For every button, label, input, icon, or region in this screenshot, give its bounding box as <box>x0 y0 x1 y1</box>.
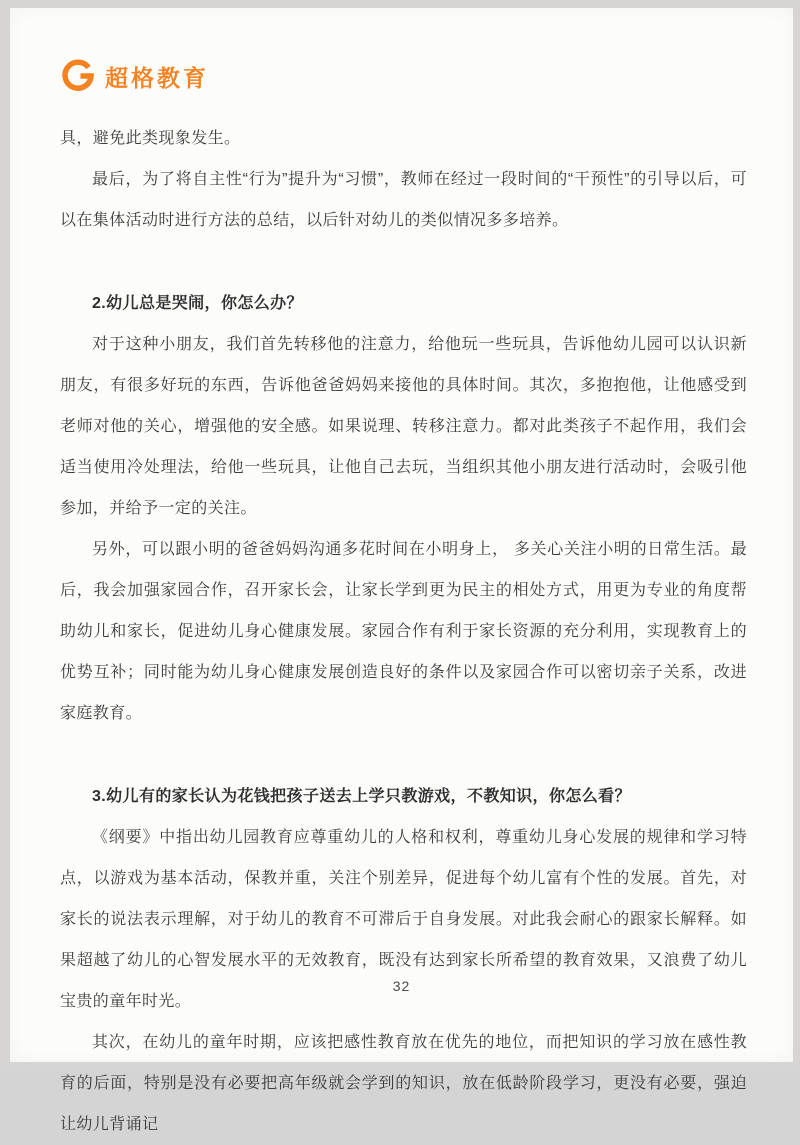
chaoge-g-logo-icon <box>60 58 96 94</box>
brand-logo <box>60 56 747 96</box>
brand-logo-text: 超格教育 <box>105 64 209 91</box>
paragraph-continuation: 具，避免此类现象发生。 <box>60 130 241 147</box>
question-heading-3: 3.幼儿有的家长认为花钱把孩子送去上学只教游戏，不教知识，你怎么看？ <box>92 788 631 805</box>
document-page <box>10 8 793 1133</box>
paragraph: 其次，在幼儿的童年时期，应该把感性教育放在优先的地位，而把知识的学习放在感性教育的后面，特别是没有必要把高年级就会学到的知识，放在低龄阶段学习，更没有必要，强迫让幼儿背诵记 <box>60 1034 747 1133</box>
question-heading-2: 2.幼儿总是哭闹，你怎么办？ <box>92 295 303 312</box>
paragraph: 另外，可以跟小明的爸爸妈妈沟通多花时间在小明身上， 多关心关注小明的日常生活。最后，我会加强家园合作，召开家长会，让家长学到更为民主的相处方式，用更为专业的角度帮助幼儿和家长，促进幼儿身心健康发展。家园合作有利于家长资源的充分利用，实现教育上的优势互补；同时能为幼儿身心健康发展创造良好的条件以及家园合作可以密切亲子关系，改进家庭教育。 <box>60 541 747 722</box>
paragraph: 对于这种小朋友，我们首先转移他的注意力，给他玩一些玩具，告诉他幼儿园可以认识新朋友，有很多好玩的东西，告诉他爸爸妈妈来接他的具体时间。其次，多抱抱他，让他感受到老师对他的关心，增强他的安全感。如果说理、转移注意力。都对此类孩子不起作用，我们会适当使用冷处理法，给他一些玩具，让他自己去玩，当组织其他小朋友进行活动时，会吸引他参加，并给予一定的关注。 <box>60 336 747 517</box>
page-number: 32 <box>392 978 411 994</box>
paragraph: 《纲要》中指出幼儿园教育应尊重幼儿的人格和权利，尊重幼儿身心发展的规律和学习特点，以游戏为基本活动，保教并重，关注个别差异，促进每个幼儿富有个性的发展。首先，对家长的说法表示理解，对于幼儿的教育不可滞后于自身发展。对此我会耐心的跟家长解释。如果超越了幼儿的心智发展水平的无效教育，既没有达到家长所希望的教育效果，又浪费了幼儿宝贵的童年时光。 <box>60 829 747 1010</box>
paragraph: 最后，为了将自主性“行为”提升为“习惯”，教师在经过一段时间的“干预性”的引导以后，可以在集体活动时进行方法的总结，以后针对幼儿的类似情况多多培养。 <box>60 171 747 229</box>
